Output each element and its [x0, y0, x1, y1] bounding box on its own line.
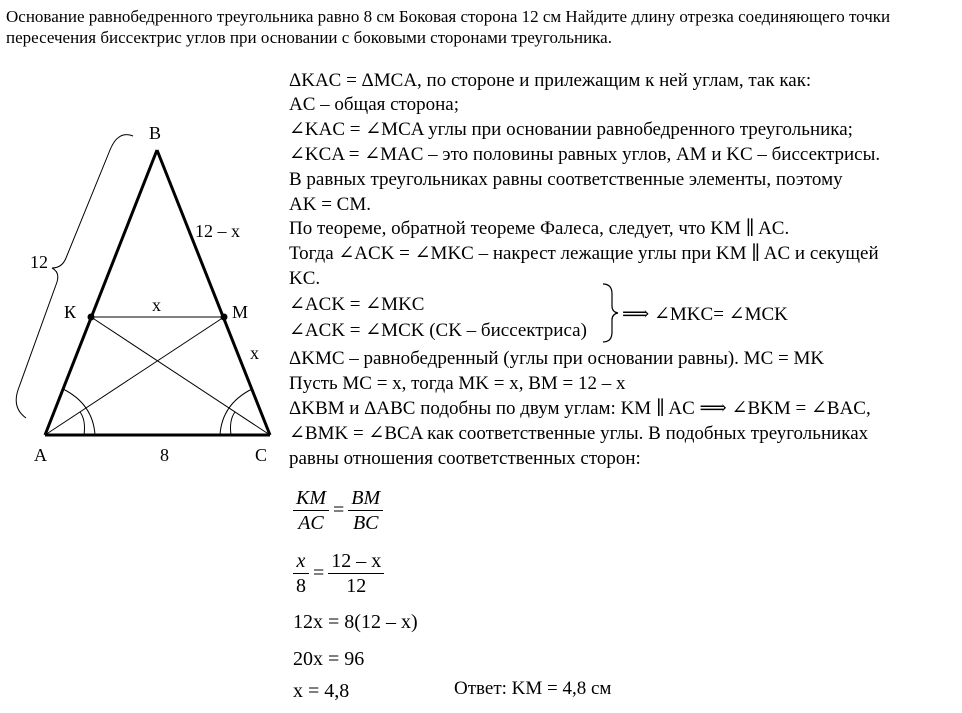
- point-m: [221, 314, 228, 321]
- solution-line-9: KC.: [289, 268, 321, 289]
- bisector-am: [45, 317, 224, 435]
- solution-line-1: ΔKAC = ΔMCA, по стороне и прилежащим к ней углам, так как:: [289, 70, 812, 91]
- solution-line-15: ∠BMK = ∠BCA как соответственные углы. В подобных треугольниках: [289, 423, 869, 444]
- solution-value: x = 4,8: [293, 680, 350, 702]
- solution-line-13: Пусть MC = x, тогда MK = x, BM = 12 – x: [289, 373, 626, 394]
- solution-line-16: равны отношения соответственных сторон:: [289, 448, 641, 469]
- label-12: 12: [30, 252, 48, 272]
- angle-arc-c-inner: [231, 412, 236, 435]
- label-m: M: [232, 302, 249, 322]
- system-brace: [600, 282, 620, 344]
- side-brace: [16, 135, 133, 418]
- solution-line-3: ∠KAC = ∠MCA углы при основании равнобедренного треугольника;: [289, 119, 853, 140]
- problem-statement: Основание равнобедренного треугольника равно 8 см Боковая сторона 12 см Найдите длину отрезка соединяющего точки пересечения биссектрис углов при основании с боковыми сторонами треугольника.: [6, 7, 891, 47]
- solution-line-12: ΔKMC – равнобедренный (углы при основании равны). MC = MK: [289, 348, 825, 369]
- label-base: 8: [160, 445, 169, 465]
- label-bm: 12 – x: [195, 221, 240, 241]
- label-a: A: [34, 445, 47, 465]
- solution-line-14: ΔKBM и ΔABC подобны по двум углам: KM ∥ AC ⟹ ∠BKM = ∠BAC,: [289, 398, 871, 419]
- side-ab: [45, 150, 157, 435]
- answer: Ответ: KM = 4,8 см: [454, 678, 612, 699]
- solution-line-10: ∠ACK = ∠MKC: [289, 294, 425, 315]
- side-bc: [157, 150, 270, 435]
- substituted-equation: $\frac{x}{8}$ = $\frac{12 - x}{12}$: [293, 549, 384, 598]
- solution-line-2: AC – общая сторона;: [289, 94, 459, 115]
- simplified-equation: 20x = 96: [293, 648, 365, 670]
- label-k: К: [64, 302, 77, 322]
- point-k: [88, 314, 95, 321]
- label-km: x: [152, 295, 161, 315]
- proportion-equation: $\frac{KM}{AC}$ = $\frac{BM}{BC}$: [293, 486, 383, 535]
- system-result: ⟹ ∠MKC= ∠MCK: [622, 304, 788, 325]
- solution-line-7: По теореме, обратной теореме Фалеса, следует, что KM ∥ AC.: [289, 218, 790, 239]
- linear-equation: 12x = 8(12 – x): [293, 611, 418, 633]
- solution-line-11: ∠ACK = ∠MCK (CK – биссектриса): [289, 320, 587, 341]
- label-c: C: [255, 445, 268, 465]
- solution-line-4: ∠KCA = ∠MAC – это половины равных углов, AM и KC – биссектрисы.: [289, 144, 881, 165]
- solution-line-8: Тогда ∠ACK = ∠MKC – накрест лежащие углы при KM ∥ AC и секущей: [289, 243, 879, 264]
- bisector-ck: [91, 317, 270, 435]
- solution-line-5: В равных треугольниках равны соответственные элементы, поэтому: [289, 169, 843, 190]
- label-b: B: [149, 123, 162, 143]
- solution-line-6: AK = CM.: [289, 194, 371, 215]
- angle-arc-a-inner: [80, 412, 85, 435]
- label-mc: x: [250, 343, 259, 363]
